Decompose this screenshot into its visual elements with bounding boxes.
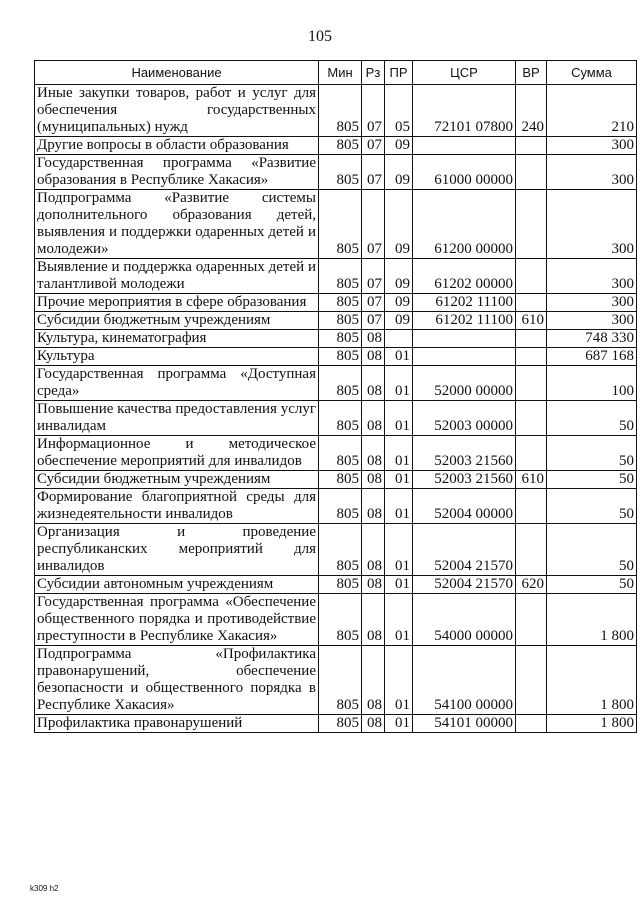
- cell-csr: 52004 21570: [413, 524, 516, 576]
- table-row: [35, 155, 637, 190]
- cell-rz: 08: [362, 471, 385, 489]
- cell-sum: 300: [547, 190, 637, 259]
- cell-vr: [516, 401, 547, 436]
- table-row: [35, 471, 637, 489]
- page-number: 105: [308, 28, 332, 45]
- cell-csr: 54101 00000: [413, 715, 516, 733]
- cell-sum: 50: [547, 489, 637, 524]
- table-row: [35, 348, 637, 366]
- cell-sum: 50: [547, 576, 637, 594]
- table-body: [35, 85, 637, 733]
- cell-csr: 61202 11100: [413, 294, 516, 312]
- cell-rz: 07: [362, 155, 385, 190]
- cell-sum: 300: [547, 155, 637, 190]
- cell-sum: 300: [547, 312, 637, 330]
- cell-csr: 72101 07800: [413, 85, 516, 137]
- cell-csr: 52003 00000: [413, 401, 516, 436]
- cell-name: Государственная программа «Развитие образования в Республике Хакасия»: [35, 155, 319, 190]
- cell-pr: 01: [385, 594, 413, 646]
- cell-csr: 61000 00000: [413, 155, 516, 190]
- cell-rz: 07: [362, 190, 385, 259]
- cell-min: 805: [319, 366, 362, 401]
- cell-pr: 01: [385, 576, 413, 594]
- cell-vr: [516, 366, 547, 401]
- cell-sum: 748 330: [547, 330, 637, 348]
- cell-sum: 50: [547, 436, 637, 471]
- cell-min: 805: [319, 330, 362, 348]
- cell-pr: 05: [385, 85, 413, 137]
- cell-vr: [516, 489, 547, 524]
- cell-sum: 1 800: [547, 715, 637, 733]
- table-row: [35, 646, 637, 715]
- cell-csr: 54000 00000: [413, 594, 516, 646]
- budget-table: [34, 60, 637, 733]
- cell-vr: 610: [516, 471, 547, 489]
- cell-vr: 240: [516, 85, 547, 137]
- cell-vr: [516, 137, 547, 155]
- cell-rz: 07: [362, 312, 385, 330]
- table-row: [35, 715, 637, 733]
- cell-name: Выявление и поддержка одаренных детей и талантливой молодежи: [35, 259, 319, 294]
- cell-vr: [516, 330, 547, 348]
- cell-sum: 50: [547, 401, 637, 436]
- cell-name: Иные закупки товаров, работ и услуг для обеспечения государственных (муниципальных) нужд: [35, 85, 319, 137]
- cell-rz: 08: [362, 594, 385, 646]
- cell-min: 805: [319, 190, 362, 259]
- cell-sum: 50: [547, 471, 637, 489]
- cell-min: 805: [319, 646, 362, 715]
- cell-vr: [516, 294, 547, 312]
- cell-rz: 07: [362, 259, 385, 294]
- column-header-vr: ВР: [516, 61, 547, 85]
- cell-rz: 07: [362, 137, 385, 155]
- cell-name: Другие вопросы в области образования: [35, 137, 319, 155]
- cell-min: 805: [319, 471, 362, 489]
- cell-name: Субсидии бюджетным учреждениям: [35, 312, 319, 330]
- cell-sum: 50: [547, 524, 637, 576]
- cell-rz: 08: [362, 576, 385, 594]
- cell-vr: [516, 524, 547, 576]
- cell-pr: 01: [385, 715, 413, 733]
- cell-name: Субсидии автономным учреждениям: [35, 576, 319, 594]
- cell-rz: 08: [362, 489, 385, 524]
- cell-sum: 687 168: [547, 348, 637, 366]
- cell-vr: [516, 646, 547, 715]
- cell-pr: 01: [385, 436, 413, 471]
- cell-sum: 300: [547, 137, 637, 155]
- table-row: [35, 489, 637, 524]
- cell-rz: 08: [362, 348, 385, 366]
- cell-pr: 09: [385, 155, 413, 190]
- cell-min: 805: [319, 348, 362, 366]
- cell-min: 805: [319, 312, 362, 330]
- table-row: [35, 436, 637, 471]
- cell-pr: 09: [385, 312, 413, 330]
- cell-pr: 01: [385, 524, 413, 576]
- cell-min: 805: [319, 489, 362, 524]
- cell-name: Государственная программа «Доступная среда»: [35, 366, 319, 401]
- table-row: [35, 137, 637, 155]
- cell-pr: 09: [385, 259, 413, 294]
- cell-vr: [516, 715, 547, 733]
- cell-vr: [516, 259, 547, 294]
- cell-pr: 01: [385, 471, 413, 489]
- cell-rz: 08: [362, 436, 385, 471]
- cell-min: 805: [319, 715, 362, 733]
- cell-rz: 08: [362, 401, 385, 436]
- cell-sum: 300: [547, 294, 637, 312]
- cell-csr: [413, 137, 516, 155]
- table-row: [35, 312, 637, 330]
- table-row: [35, 366, 637, 401]
- cell-min: 805: [319, 137, 362, 155]
- cell-name: Подпрограмма «Развитие системы дополнительного образования детей, выявления и поддержки одаренных детей и молодежи»: [35, 190, 319, 259]
- cell-min: 805: [319, 294, 362, 312]
- cell-name: Профилактика правонарушений: [35, 715, 319, 733]
- table-row: [35, 524, 637, 576]
- cell-name: Культура, кинематография: [35, 330, 319, 348]
- cell-csr: 52004 21570: [413, 576, 516, 594]
- cell-pr: 01: [385, 646, 413, 715]
- cell-rz: 08: [362, 646, 385, 715]
- cell-name: Формирование благоприятной среды для жизнедеятельности инвалидов: [35, 489, 319, 524]
- column-header-pr: ПР: [385, 61, 413, 85]
- cell-min: 805: [319, 436, 362, 471]
- cell-rz: 08: [362, 524, 385, 576]
- cell-sum: 1 800: [547, 594, 637, 646]
- cell-name: Культура: [35, 348, 319, 366]
- cell-sum: 300: [547, 259, 637, 294]
- cell-name: Повышение качества предоставления услуг инвалидам: [35, 401, 319, 436]
- cell-csr: 61202 00000: [413, 259, 516, 294]
- cell-csr: 52003 21560: [413, 471, 516, 489]
- cell-vr: [516, 190, 547, 259]
- table-row: [35, 330, 637, 348]
- cell-vr: [516, 155, 547, 190]
- cell-min: 805: [319, 594, 362, 646]
- cell-min: 805: [319, 85, 362, 137]
- cell-pr: 09: [385, 137, 413, 155]
- cell-name: Подпрограмма «Профилактика правонарушений, обеспечение безопасности и общественного порядка в Республике Хакасия»: [35, 646, 319, 715]
- table-row: [35, 190, 637, 259]
- cell-sum: 210: [547, 85, 637, 137]
- cell-pr: 01: [385, 401, 413, 436]
- cell-pr: 01: [385, 489, 413, 524]
- table-header-row: [35, 61, 637, 85]
- column-header-name: Наименование: [35, 61, 319, 85]
- footer-code: k309 h2: [30, 884, 59, 893]
- cell-pr: 01: [385, 366, 413, 401]
- cell-csr: 52004 00000: [413, 489, 516, 524]
- table-row: [35, 401, 637, 436]
- cell-pr: 01: [385, 348, 413, 366]
- cell-pr: 09: [385, 294, 413, 312]
- cell-pr: [385, 330, 413, 348]
- cell-sum: 100: [547, 366, 637, 401]
- cell-name: Субсидии бюджетным учреждениям: [35, 471, 319, 489]
- cell-csr: 52000 00000: [413, 366, 516, 401]
- table-row: [35, 259, 637, 294]
- column-header-rz: Рз: [362, 61, 385, 85]
- table-row: [35, 294, 637, 312]
- cell-name: Прочие мероприятия в сфере образования: [35, 294, 319, 312]
- cell-sum: 1 800: [547, 646, 637, 715]
- cell-vr: [516, 436, 547, 471]
- table-row: [35, 594, 637, 646]
- column-header-min: Мин: [319, 61, 362, 85]
- column-header-csr: ЦСР: [413, 61, 516, 85]
- cell-vr: [516, 594, 547, 646]
- cell-min: 805: [319, 401, 362, 436]
- cell-pr: 09: [385, 190, 413, 259]
- cell-min: 805: [319, 259, 362, 294]
- column-header-sum: Сумма: [547, 61, 637, 85]
- cell-rz: 07: [362, 294, 385, 312]
- cell-name: Организация и проведение республиканских мероприятий для инвалидов: [35, 524, 319, 576]
- cell-name: Информационное и методическое обеспечение мероприятий для инвалидов: [35, 436, 319, 471]
- table-row: [35, 576, 637, 594]
- cell-rz: 08: [362, 330, 385, 348]
- cell-min: 805: [319, 155, 362, 190]
- cell-csr: [413, 348, 516, 366]
- cell-csr: 61202 11100: [413, 312, 516, 330]
- cell-csr: 54100 00000: [413, 646, 516, 715]
- cell-min: 805: [319, 524, 362, 576]
- cell-csr: 52003 21560: [413, 436, 516, 471]
- cell-vr: [516, 348, 547, 366]
- cell-min: 805: [319, 576, 362, 594]
- cell-vr: 620: [516, 576, 547, 594]
- cell-csr: [413, 330, 516, 348]
- cell-rz: 08: [362, 715, 385, 733]
- table-row: [35, 85, 637, 137]
- cell-vr: 610: [516, 312, 547, 330]
- cell-name: Государственная программа «Обеспечение общественного порядка и противодействие преступности в Республике Хакасия»: [35, 594, 319, 646]
- cell-rz: 07: [362, 85, 385, 137]
- cell-rz: 08: [362, 366, 385, 401]
- cell-csr: 61200 00000: [413, 190, 516, 259]
